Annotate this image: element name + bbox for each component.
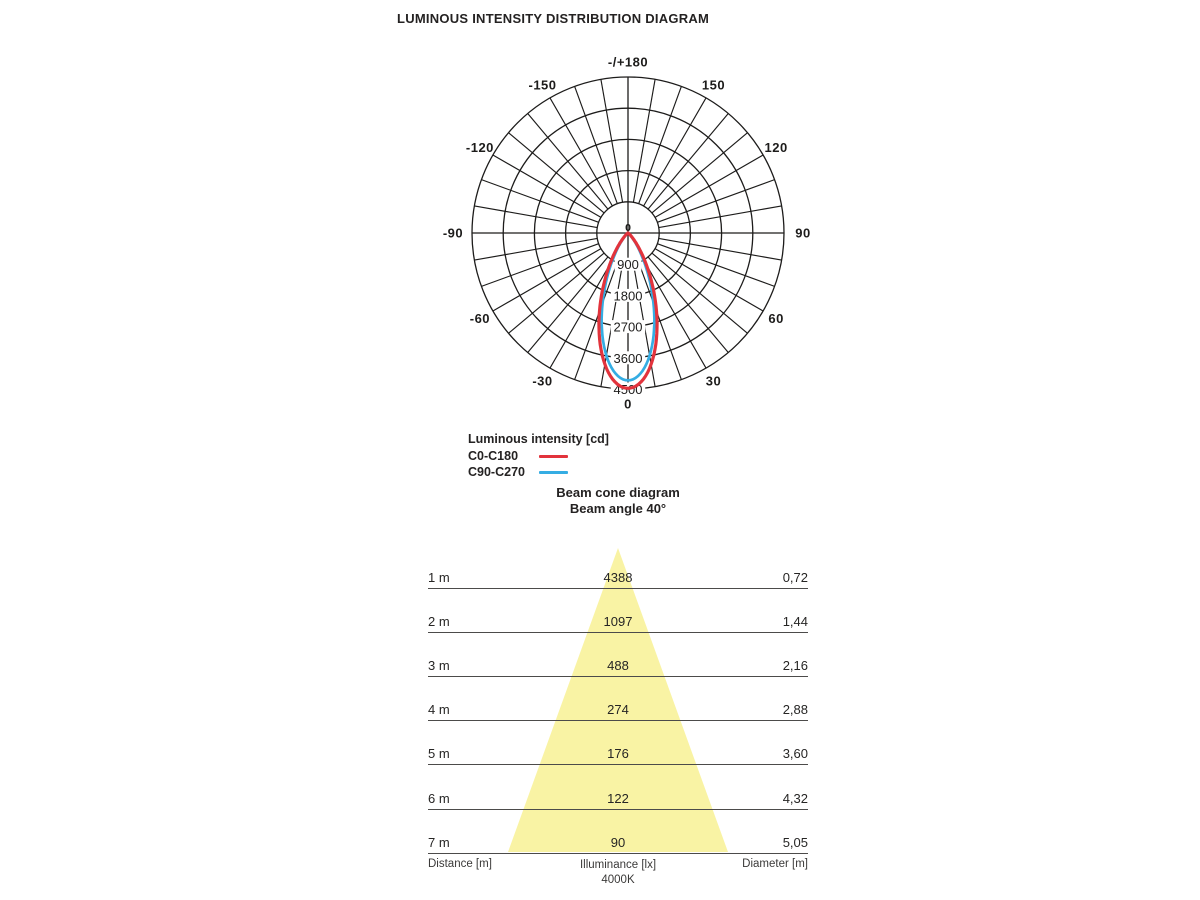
illuminance-cell: 1097 [603, 614, 633, 630]
angle-label: 60 [768, 311, 784, 326]
distance-cell: 7 m [428, 834, 450, 850]
illuminance-cell: 90 [610, 834, 626, 850]
illuminance-cell: 274 [607, 702, 629, 718]
chart-legend [468, 431, 609, 480]
angle-label: -90 [442, 225, 464, 241]
polar-spoke [657, 180, 774, 223]
distance-cell: 6 m [428, 790, 450, 806]
angle-label: -120 [465, 140, 494, 155]
polar-spoke [639, 86, 682, 203]
beam-cone-heading [467, 485, 769, 517]
footer-illuminance-line1: Illuminance [lx] [579, 859, 657, 871]
legend-item-c90-c270 [468, 464, 609, 480]
polar-spoke [657, 244, 774, 287]
diameter-cell: 2,88 [782, 702, 808, 718]
table-footer [428, 858, 808, 887]
polar-spoke [575, 86, 618, 203]
polar-spoke [474, 206, 597, 228]
polar-spoke [633, 79, 655, 202]
diameter-cell: 3,60 [782, 746, 808, 762]
distance-cell: 4 m [428, 702, 450, 718]
footer-cct-label: 4000K [601, 873, 635, 886]
legend-label: C0-C180 [468, 449, 519, 463]
polar-spoke [481, 180, 598, 223]
angle-label: 30 [705, 373, 722, 389]
angle-label: 0 [624, 396, 632, 412]
polar-spoke [481, 244, 598, 287]
angle-label: 120 [764, 140, 788, 155]
illuminance-cell: 176 [607, 746, 629, 762]
illuminance-cell: 122 [607, 790, 629, 806]
diameter-cell: 1,44 [782, 614, 808, 630]
luminous-intensity-polar-chart [438, 48, 818, 426]
angle-label: -150 [528, 77, 557, 93]
beam-cone-table [428, 545, 808, 854]
polar-spoke [474, 238, 597, 260]
ring-label: 3600 [613, 350, 643, 366]
table-row [428, 677, 808, 721]
distance-cell: 3 m [428, 658, 450, 674]
footer-diameter-label: Diameter [m] [742, 858, 808, 870]
ring-label: 1800 [613, 288, 643, 304]
red-line-swatch [539, 455, 568, 458]
distance-cell: 2 m [428, 614, 450, 630]
footer-illuminance-label [538, 858, 698, 887]
table-row [428, 545, 808, 589]
table-row [428, 589, 808, 633]
polar-spoke [659, 206, 782, 228]
angle-label: 150 [701, 77, 726, 93]
diameter-cell: 0,72 [782, 570, 808, 586]
polar-spoke [601, 79, 623, 202]
legend-item-c0-c180 [468, 448, 609, 464]
angle-label: -30 [532, 373, 553, 389]
angle-label: -/+180 [607, 54, 649, 70]
legend-label: C90-C270 [468, 465, 525, 479]
table-row [428, 810, 808, 854]
table-row [428, 721, 808, 765]
center-zero-label: 0 [625, 222, 631, 234]
blue-line-swatch [539, 471, 568, 474]
diameter-cell: 4,32 [782, 790, 808, 806]
ring-label: 900 [617, 257, 639, 273]
table-row [428, 765, 808, 809]
page-title: LUMINOUS INTENSITY DISTRIBUTION DIAGRAM [397, 11, 710, 26]
distance-cell: 5 m [428, 746, 450, 762]
beam-angle-subtitle: Beam angle 40° [569, 501, 667, 516]
ring-label: 2700 [613, 319, 643, 335]
illuminance-cell: 4388 [603, 570, 633, 586]
table-row [428, 633, 808, 677]
footer-distance-label: Distance [m] [428, 858, 492, 870]
diameter-cell: 2,16 [782, 658, 808, 674]
legend-title: Luminous intensity [cd] [468, 432, 609, 446]
angle-label: 90 [795, 225, 811, 241]
beam-cone-title: Beam cone diagram [556, 485, 680, 500]
distance-cell: 1 m [428, 570, 450, 586]
illuminance-cell: 488 [607, 658, 629, 674]
polar-spoke [659, 238, 782, 260]
diameter-cell: 5,05 [782, 834, 808, 850]
ring-label: 4500 [613, 382, 643, 397]
angle-label: -60 [469, 311, 491, 326]
